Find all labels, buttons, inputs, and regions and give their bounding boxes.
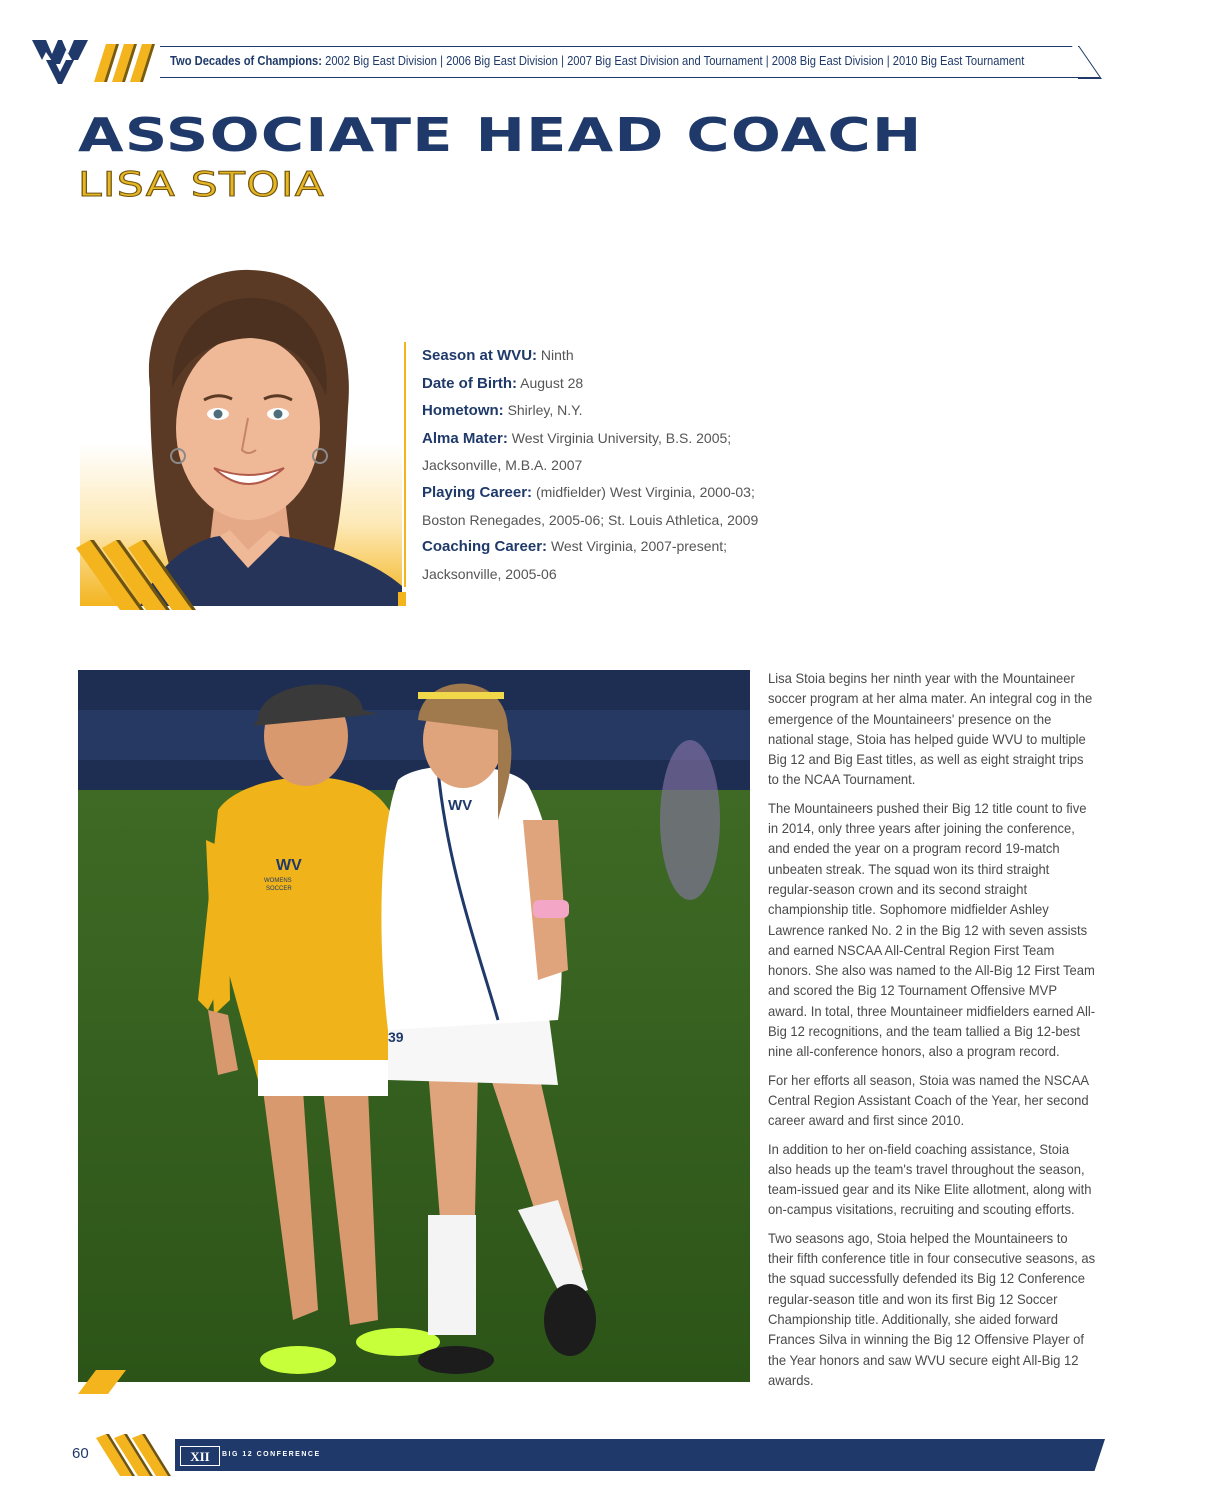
championships-header: [170, 53, 1025, 68]
header-item: 2008 Big East Division: [771, 53, 884, 68]
shirt-text-line2: SOCCER: [266, 886, 292, 892]
action-photo-illustration: [78, 670, 750, 1382]
fact-value: August 28: [520, 374, 584, 391]
header-separator: |: [436, 53, 447, 68]
big12-mark-text: XII: [190, 1449, 210, 1464]
fact-label: Hometown:: [422, 402, 504, 420]
fact-birth: [422, 370, 802, 398]
header-banner-edge: [1078, 46, 1102, 79]
body-paragraph: The Mountaineers pushed their Big 12 title count to five in 2014, only three years after joining the conference, and ended the year on a program record 19-match unbeaten streak. The squad won its third straight regular-season crown and its second straight championship title. Sophomore midfielder Ashley Lawrence ranked No. 2 in the Big 12 with seven assists and earned NSCAA All-Central Region First Team honors. She also was named to the All-Big 12 First Team and scored the Big 12 Tournament Offensive MVP award. In total, three Mountaineer midfielders earned All-Big 12 recognitions, and the team tallied a Big 12-best nine all-conference honors, also a program record.: [768, 799, 1096, 1060]
bio-body: [768, 668, 1096, 1398]
fact-label: Alma Mater:: [422, 429, 508, 447]
coach-name: LISA STOIA: [78, 165, 326, 205]
fact-value: West Virginia University, B.S. 2005; Jacksonville, M.B.A. 2007: [422, 429, 732, 474]
header-item: 2002 Big East Division: [325, 53, 437, 68]
gold-stripes-icon: [94, 44, 164, 82]
body-paragraph: In addition to her on-field coaching assistance, Stoia also heads up the team's travel throughout the season, team-issued gear and its Nike Elite allotment, along with on-campus visitations, recruiting and scouting efforts.: [768, 1140, 1092, 1218]
wv-logo-icon: [32, 38, 88, 86]
header-item: 2006 Big East Division: [446, 53, 558, 68]
header-item: 2010 Big East Tournament: [892, 53, 1025, 68]
action-photo: [78, 670, 750, 1382]
body-paragraph: For her efforts all season, Stoia was named the NSCAA Central Region Assistant Coach of the Year, her second career award and first since 2010.: [768, 1071, 1089, 1129]
fact-hometown: [422, 397, 802, 425]
fact-value: Shirley, N.Y.: [507, 402, 583, 419]
fact-alma-mater: [422, 425, 802, 479]
gold-stripes-icon: [96, 1434, 170, 1476]
body-paragraph: Lisa Stoia begins her ninth year with the Mountaineer soccer program at her alma mater. An integral cog in the emergence of the Mountaineers' presence on the national stage, Stoia has helped guide WVU to multiple Big 12 and Big East titles, as well as eight straight trips to the NCAA Tournament.: [768, 670, 1093, 788]
fact-season: [422, 342, 802, 370]
header-separator: |: [883, 53, 893, 68]
gold-corner-icon: [78, 1370, 126, 1394]
shirt-logo: WV: [276, 857, 302, 874]
jersey-logo: WV: [448, 797, 473, 814]
big12-logo-icon: [180, 1446, 220, 1466]
fact-value: Ninth: [540, 347, 574, 363]
fact-label: Season at WVU:: [422, 347, 538, 364]
shirt-text-line1: WOMENS: [264, 878, 292, 884]
body-paragraph: Two seasons ago, Stoia helped the Mountaineers to their fifth conference title in four consecutive seasons, as the squad successfully defended its Big 12 Conference regular-season title and won its first Big 12 Soccer Championship title. Additionally, she aided forward Frances Silva in winning the Big 12 Offensive Player of the Year honors and saw WVU secure eight All-Big 12 awards.: [768, 1229, 1096, 1388]
header-separator: |: [557, 53, 568, 68]
page-title: ASSOCIATE HEAD COACH: [78, 108, 923, 162]
header-separator: |: [762, 53, 772, 68]
fact-label: Playing Career:: [422, 483, 533, 501]
fact-label: Date of Birth:: [422, 374, 517, 392]
page-number: 60: [72, 1445, 89, 1462]
conference-label: BIG 12 CONFERENCE: [222, 1451, 321, 1458]
fact-label: Coaching Career:: [422, 538, 548, 556]
header-lead: Two Decades of Champions:: [170, 53, 322, 68]
fact-value: West Virginia, 2007-present; Jacksonville, 2005-06: [422, 538, 728, 582]
header-item: 2007 Big East Division and Tournament: [567, 53, 763, 68]
fact-coaching-career: [422, 533, 802, 587]
fact-value: (midfielder) West Virginia, 2000-03; Boston Renegades, 2005-06; St. Louis Athletica, 2009: [422, 483, 759, 528]
gold-stripes-icon: [76, 540, 206, 610]
jersey-number: 39: [388, 1029, 404, 1045]
bio-facts: [404, 342, 802, 587]
fact-playing-career: [422, 479, 802, 533]
headshot-accent: [398, 592, 406, 606]
